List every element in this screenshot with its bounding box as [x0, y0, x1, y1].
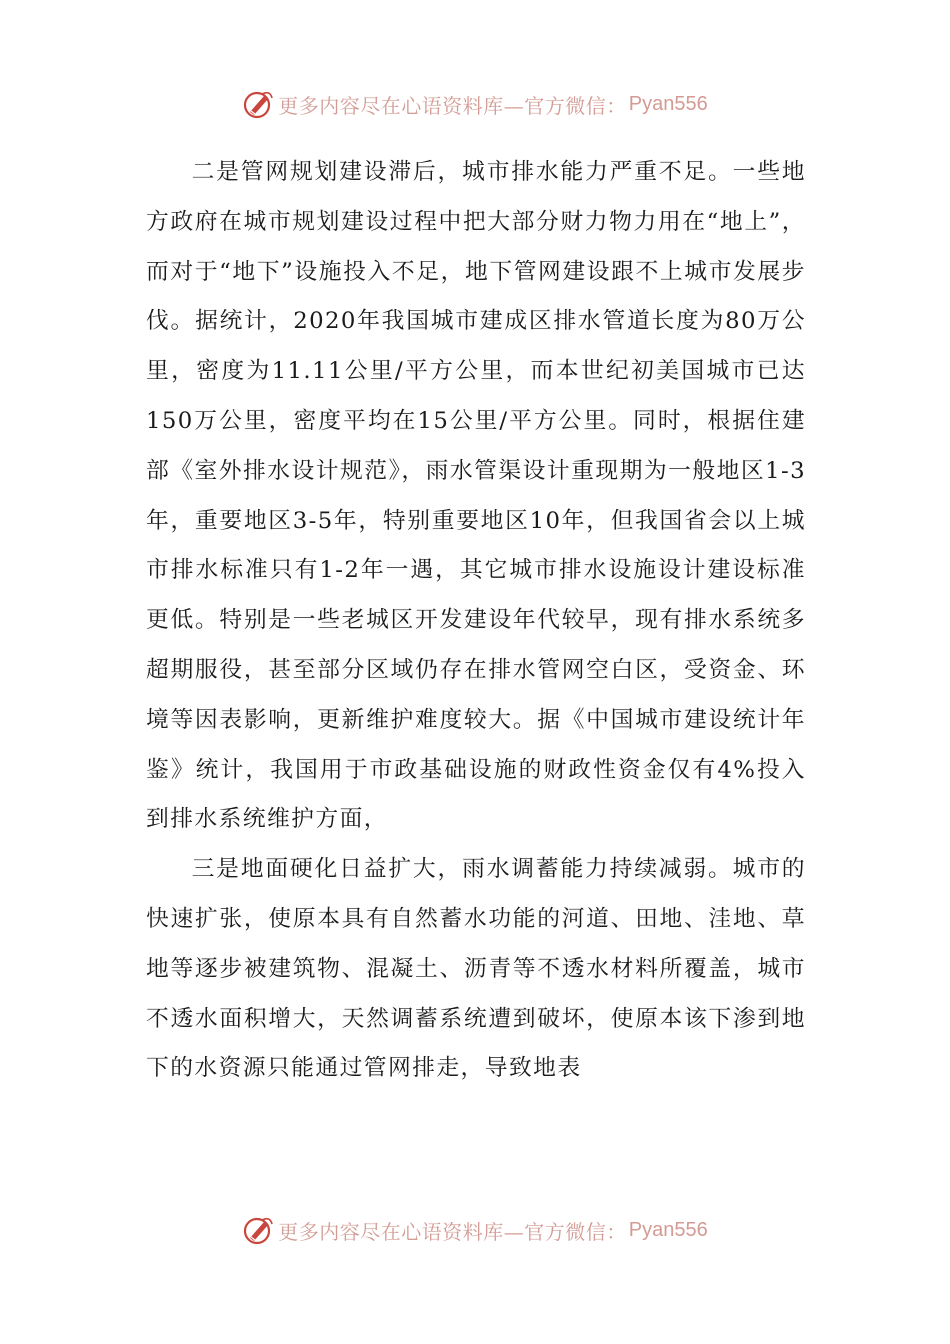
- watermark-wechat-id: Pyan556: [628, 92, 708, 115]
- paragraph: 三是地面硬化日益扩大，雨水调蓄能力持续减弱。城市的快速扩张，使原本具有自然蓄水功能的河道、田地、洼地、草地等逐步被建筑物、混凝土、沥青等不透水材料所覆盖，城市不透水面积增大，天然调蓄系统遭到破坏，使原本该下渗到地下的水资源只能通过管网排走，导致地表: [146, 856, 806, 1082]
- footer-watermark: [0, 1210, 950, 1250]
- document-body: [146, 148, 806, 1094]
- paragraph: 二是管网规划建设滞后，城市排水能力严重不足。一些地方政府在城市规划建设过程中把大部分财力物力用在“地上”，而对于“地下”设施投入不足，地下管网建设跟不上城市发展步伐。据统计，2020年我国城市建成区排水管道长度为80万公里，密度为11.11公里/平方公里，而本世纪初美国城市已达150万公里，密度平均在15公里/平方公里。同时，根据住建部《室外排水设计规范》，雨水管渠设计重现期为一般地区1-3年，重要地区3-5年，特别重要地区10年，但我国省会以上城市排水标准只有1-2年一遇，其它城市排水设施设计建设标准更低。特别是一些老城区开发建设年代较早，现有排水系统多超期服役，甚至部分区域仍存在排水管网空白区，受资金、环境等因表影响，更新维护难度较大。据《中国城市建设统计年鉴》统计，我国用于市政基础设施的财政性资金仅有4%投入到排水系统维护方面，: [146, 159, 806, 833]
- watermark-text: 更多内容尽在心语资料库—官方微信：: [278, 93, 627, 118]
- pen-logo-icon: [242, 1214, 274, 1246]
- watermark-text: 更多内容尽在心语资料库—官方微信：: [278, 1219, 627, 1244]
- pen-logo-icon: [242, 88, 274, 120]
- watermark-wechat-id: Pyan556: [628, 1218, 708, 1241]
- header-watermark: [0, 84, 950, 124]
